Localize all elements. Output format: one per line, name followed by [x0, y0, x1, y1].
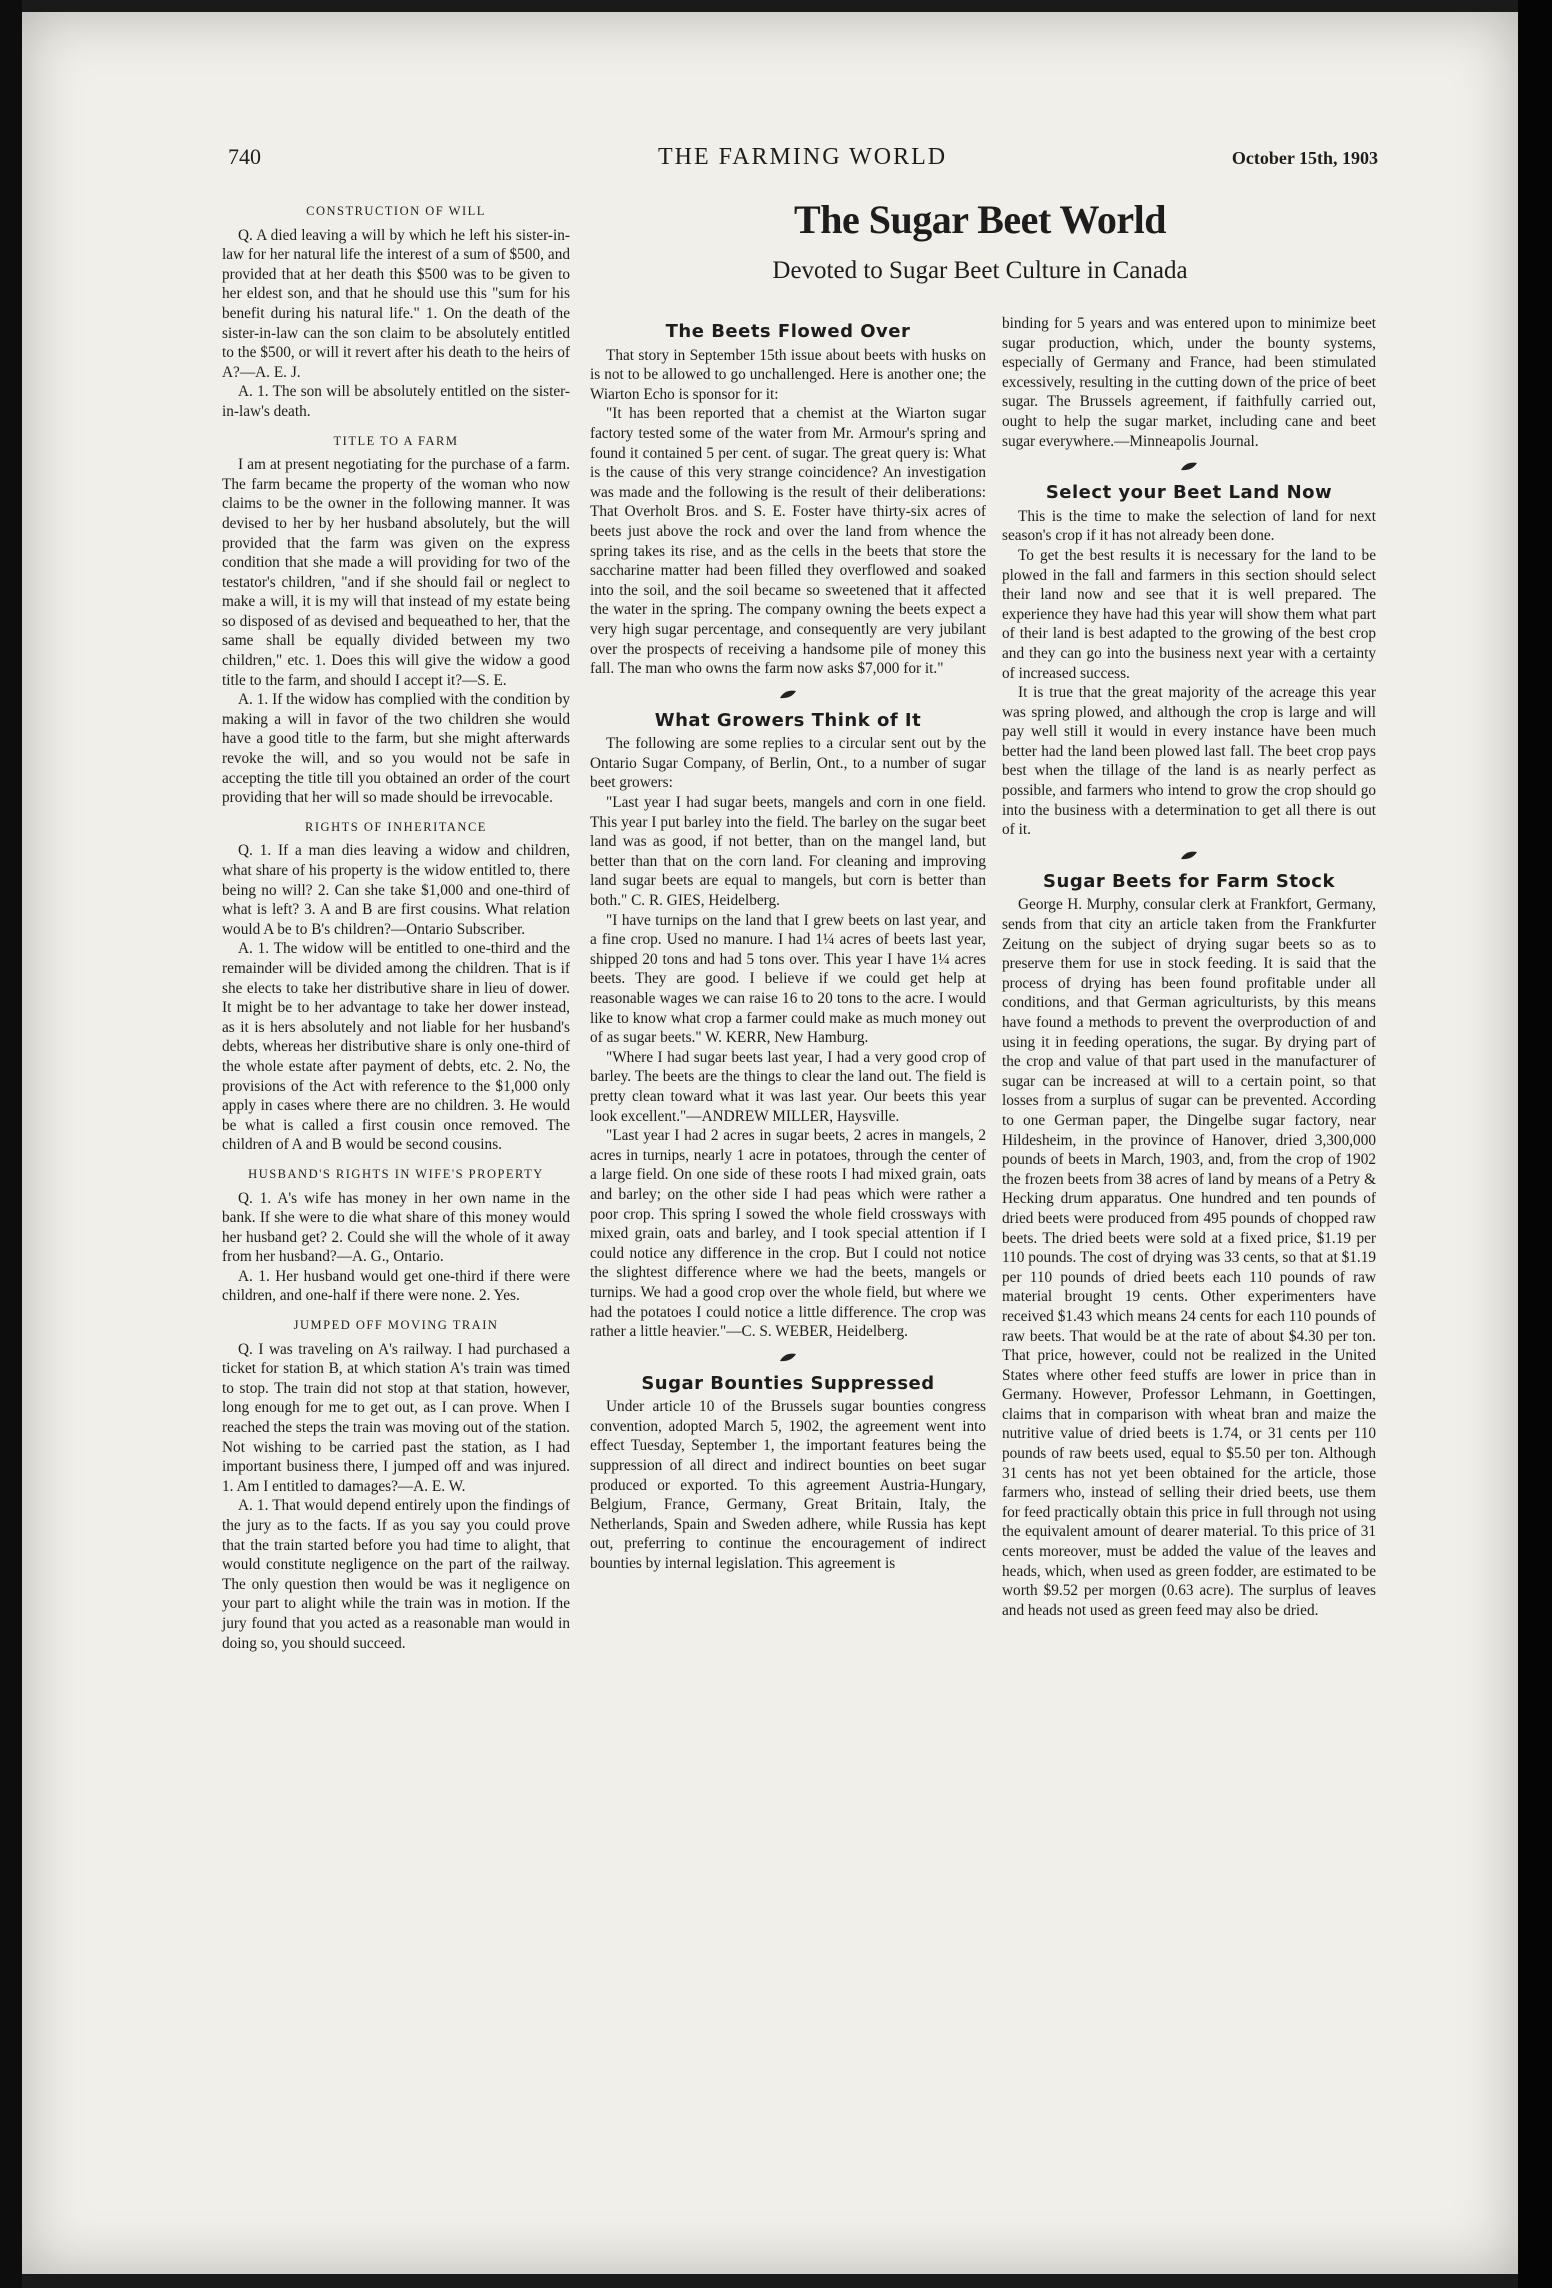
section-title-jumped-off-train: JUMPED OFF MOVING TRAIN — [293, 1318, 499, 1333]
article-paragraph: This is the time to make the selection of land for next season's crop if it has not already been done. — [1002, 507, 1376, 545]
masthead-title: The Sugar Beet World — [794, 197, 1166, 242]
article-paragraph: It is true that the great majority of the acreage this year was spring plowed, and although the crop is large and will pay well still it would in every instance have been much better had the land been plowed last fall. The beet crop pays best when the tillage of the land is as nearly perfect as possible, and farmers who intend to grow the crop should go into the business with a determination to get all there is out of it. — [1002, 684, 1376, 839]
article-title-sugar-bounties: Sugar Bounties Suppressed — [641, 1372, 935, 1394]
answer-paragraph: A. 1. The son will be absolutely entitled on the sister-in-law's death. — [222, 383, 570, 420]
question-paragraph: Q. 1. If a man dies leaving a widow and children, what share of his property is the widow entitled to, there being no will? 2. Can she take $1,000 and one-third of what is left? 3. A and B are first cousins. What relation would A be to B's children?—Ontario Subscriber. — [222, 842, 570, 938]
question-paragraph: Q. A died leaving a will by which he left his sister-in-law for her natural life the interest of a sum of $500, and provided that at her death this $500 was to be given to her eldest son, and that he should use this "sum for his benefit during his natural life." 1. On the death of the sister-in-law can the son claim to be absolutely entitled to the $500, or will it revert after his death to the heirs of A?—A. E. J. — [222, 226, 570, 381]
answer-paragraph: A. 1. Her husband would get one-third if there were children, and one-half if there were none. 2. Yes. — [222, 1267, 570, 1305]
question-paragraph: I am at present negotiating for the purchase of a farm. The farm became the property of the woman who now claims to be the owner in the following manner. It was devised to her by her husband absolutely, but the will provided that the farm was given on the express condition that she made a will providing for two of the testator's children, "and if she should fail or neglect to make a will, it is my will that instead of my estate being so disposed of as devised and bequeathed to her, that the same shall be equally divided between my two children," etc. 1. Does this will give the widow a good title to the farm, and should I accept it?—S. E. — [222, 456, 570, 689]
page-number: 740 — [228, 144, 261, 169]
question-paragraph: Q. I was traveling on A's railway. I had purchased a ticket for station B, at which station A's train was timed to stop. The train did not stop at that station, however, long enough for me to get out, as I can prove. When I reached the steps the train was moving out of the station. Not wishing to be carried past the station, as I had important business there, I jumped off and was injured. 1. Am I entitled to damages?—A. E. W. — [222, 1340, 570, 1495]
sugar-beet-column-3 — [1002, 314, 1376, 1620]
leaf-ornament-icon — [779, 689, 797, 699]
article-paragraph: "Last year I had 2 acres in sugar beets, 2 acres in mangels, 2 acres in turnips, nearly 1 acre in potatoes, through the center of a large field. On one side of these roots I had mixed grain, oats and barley; on the other side I had peas which were rather a poor crop. This spring I sowed the whole field crossways with mixed grain, oats and barley, and I took special attention if I could notice any difference in the crop. But I could not notice the slightest difference where we had the beets, mangels or turnips. We had a good crop over the whole field, but where we had the potatoes I could notice a little difference. The crop was rather a little heavier."—C. S. WEBER, Heidelberg. — [590, 1127, 986, 1341]
article-title-what-growers-think: What Growers Think of It — [654, 709, 922, 731]
section-masthead — [700, 196, 1260, 285]
sugar-beet-column-2 — [590, 310, 986, 1574]
article-paragraph: Under article 10 of the Brussels sugar bounties congress convention, adopted March 5, 1902, the agreement went into effect Tuesday, September 1, the important features being the suppression of all direct and indirect bounties on beet sugar produced or exported. To this agreement Austria-Hungary, Belgium, France, Germany, Great Britain, Italy, the Netherlands, Spain and Sweden adhere, while Russia has kept out, preferring to continue the encouragement of indirect bounties by internal legislation. This agreement is — [590, 1398, 986, 1573]
masthead-subtitle: Devoted to Sugar Beet Culture in Canada — [772, 257, 1188, 284]
section-title-title-to-farm: TITLE TO A FARM — [333, 433, 459, 448]
page-header — [228, 144, 1378, 174]
answer-paragraph: A. 1. If the widow has complied with the condition by making a will in favor of the two children she would have a good title to the farm, but she might afterwards revoke the will, and so you would not be safe in accepting the title till you obtained an order of the court providing that her will so made should be irrevocable. — [222, 691, 570, 807]
article-paragraph: To get the best results it is necessary for the land to be plowed in the fall and farmers in this section should select their land now and see that it is well prepared. The experience they have had this year will show them what part of their land is best adapted to the growing of the best crop and they can go into the business next year with a certainty of increased success. — [1002, 546, 1376, 682]
article-paragraph: "I have turnips on the land that I grew beets on last year, and a fine crop. Used no manure. I had 1¼ acres of beets last year, shipped 20 tons and had 5 tons over. This year I have 1¼ acres beets. They are good. I believe if we could get help at reasonable wages we can raise 16 to 20 tons to the acre. I would like to know what crop a farmer could make as much money out of as sugar beets." W. KERR, New Hamburg. — [590, 911, 986, 1047]
answer-paragraph: A. 1. The widow will be entitled to one-third and the remainder will be divided among the children. That is if she elects to take her distributive share in lieu of dower. It might be to her advantage to take her dower instead, as it is hers absolutely and not liable for her husband's debts, whereas her distributive share is only one-third of the whole estate after payment of debts, etc. 2. No, the provisions of the Act with reference to the $1,000 only apply in cases where there are no children. 3. He would be what is called a first cousin once removed. The children of A and B would be second cousins. — [222, 940, 570, 1154]
section-title-husbands-rights: HUSBAND'S RIGHTS IN WIFE'S PROPERTY — [248, 1166, 544, 1181]
article-title-select-beet-land: Select your Beet Land Now — [1045, 482, 1333, 504]
article-paragraph: George H. Murphy, consular clerk at Frankfort, Germany, sends from that city an article taken from the Frankfurter Zeitung on the subject of drying sugar beets so as to preserve them for use in stock feeding. It is said that the process of drying has been found profitable under all conditions, and that German agriculturists, by this means have found a methods to prevent the overproduction of and using it in feeding operations, the sugar. By drying part of the crop and value of that part used in the manufacturer of sugar can be increased at will to a certain point, so that losses from a surplus of sugar can be prevented. According to one German paper, the Dingelbe sugar factory, near Hildesheim, in the province of Hanover, dried 3,300,000 pounds of beets in March, 1903, and, from the crop of 1902 the frozen beets from 38 acres of land by means of a Petry & Hecking drum apparatus. One hundred and ten pounds of dried beets were produced from 495 pounds of chopped raw beets. The dried beets were sold at a fixed price, $1.19 per 110 pounds. The cost of drying was 33 cents, so that at $1.19 per 110 pounds of dried beets each 110 pounds of raw material brought 19 cents. Other experimenters have received $1.43 which means 24 cents for each 110 pounds of raw beets. That would be at the rate of about $4.30 per ton. That price, however, could not be realized in the United States where other feed stuffs are lower in price than in Germany. However, Professor Lehmann, in Goettingen, claims that in comparison with wheat bran and maize the nutritive value of dried beets is 1.74, or 31 cents per 110 pounds of raw beets used, equal to $5.50 per ton. Although 31 cents has not yet been obtained for the article, those farmers who, instead of selling their dried beets, use them for feed practically obtain this price in full through not using the equivalent amount of dearer material. To this price of 31 cents moreover, must be added the value of the leaves and heads, which, when used as green fodder, are estimated to be worth $9.52 per morgen (0.63 acre). The surplus of leaves and heads not used as green feed may also be dried. — [1002, 896, 1376, 1619]
article-title-beets-flowed-over: The Beets Flowed Over — [665, 321, 911, 342]
article-paragraph: The following are some replies to a circular sent out by the Ontario Sugar Company, of Berlin, Ont., to a number of sugar beet growers: — [590, 735, 986, 792]
issue-date: October 15th, 1903 — [1231, 148, 1378, 168]
article-paragraph-continued: binding for 5 years and was entered upon to minimize beet sugar production, which, under the bounty systems, especially of Germany and France, had been stimulated excessively, resulting in the cutting down of the price of beet sugar. The Brussels agreement, if faithfully carried out, ought to help the sugar market, including cane and beet sugar everywhere.—Minneapolis Journal. — [1002, 315, 1376, 450]
question-paragraph: Q. 1. A's wife has money in her own name in the bank. If she were to die what share of this money would her husband get? 2. Could she will the whole of it away from her husband?—A. G., Ontario. — [222, 1189, 570, 1266]
leaf-ornament-icon — [1180, 461, 1198, 471]
leaf-ornament-icon — [779, 1352, 797, 1362]
running-title: THE FARMING WORLD — [658, 144, 948, 170]
section-title-construction-of-will: CONSTRUCTION OF WILL — [306, 204, 486, 218]
article-paragraph: "It has been reported that a chemist at the Wiarton sugar factory tested some of the water from Mr. Armour's spring and found it contained 5 per cent. of sugar. The great query is: What is the cause of this very strange coincidence? An investigation was made and the following is the result of their deliberations: That Overholt Bros. and S. E. Foster have thirty-six acres of beets just above the rock and over the land from whence the spring takes its rise, and as the cells in the beets that store the saccharine matter had been filled they overflowed and soaked into the soil, and the soil became so sweetened that it affected the water in the spring. The company owning the beets expect a very high sugar percentage, and consequently are very jubilant over the prospects of receiving a handsome pile of money this fall. The man who owns the farm now asks $7,000 for it." — [590, 405, 986, 678]
scan-border-right — [1518, 0, 1552, 2288]
article-title-beets-for-stock: Sugar Beets for Farm Stock — [1043, 870, 1335, 892]
legal-qa-column — [222, 192, 570, 1653]
section-title-rights-of-inheritance: RIGHTS OF INHERITANCE — [305, 819, 487, 834]
article-paragraph: That story in September 15th issue about beets with husks on is not to be allowed to go unchallenged. Here is another one; the Wiarton Echo is sponsor for it: — [590, 346, 986, 403]
scan-border-left — [0, 0, 22, 2288]
article-paragraph: "Last year I had sugar beets, mangels and corn in one field. This year I put barley into the field. The barley on the sugar beet land was as good, if not better, than on the mangel land, but better than that on the corn land. For cleaning and improving land sugar beets are equal to mangels, but corn is better than both." C. R. GIES, Heidelberg. — [590, 794, 986, 910]
leaf-ornament-icon — [1180, 850, 1198, 860]
article-paragraph: "Where I had sugar beets last year, I had a very good crop of barley. The beets are the things to clear the land out. The field is pretty clean toward what it was last year. Our beets this year look excellent."—ANDREW MILLER, Haysville. — [590, 1048, 986, 1125]
answer-paragraph: A. 1. That would depend entirely upon the findings of the jury as to the facts. If as you say you could prove that the train started before you had time to alight, that would constitute negligence on the part of the railway. The only question then would be was it negligence on your part to alight while the train was in motion. If the jury found that you acted as a reasonable man would in doing so, you should succeed. — [222, 1497, 570, 1652]
